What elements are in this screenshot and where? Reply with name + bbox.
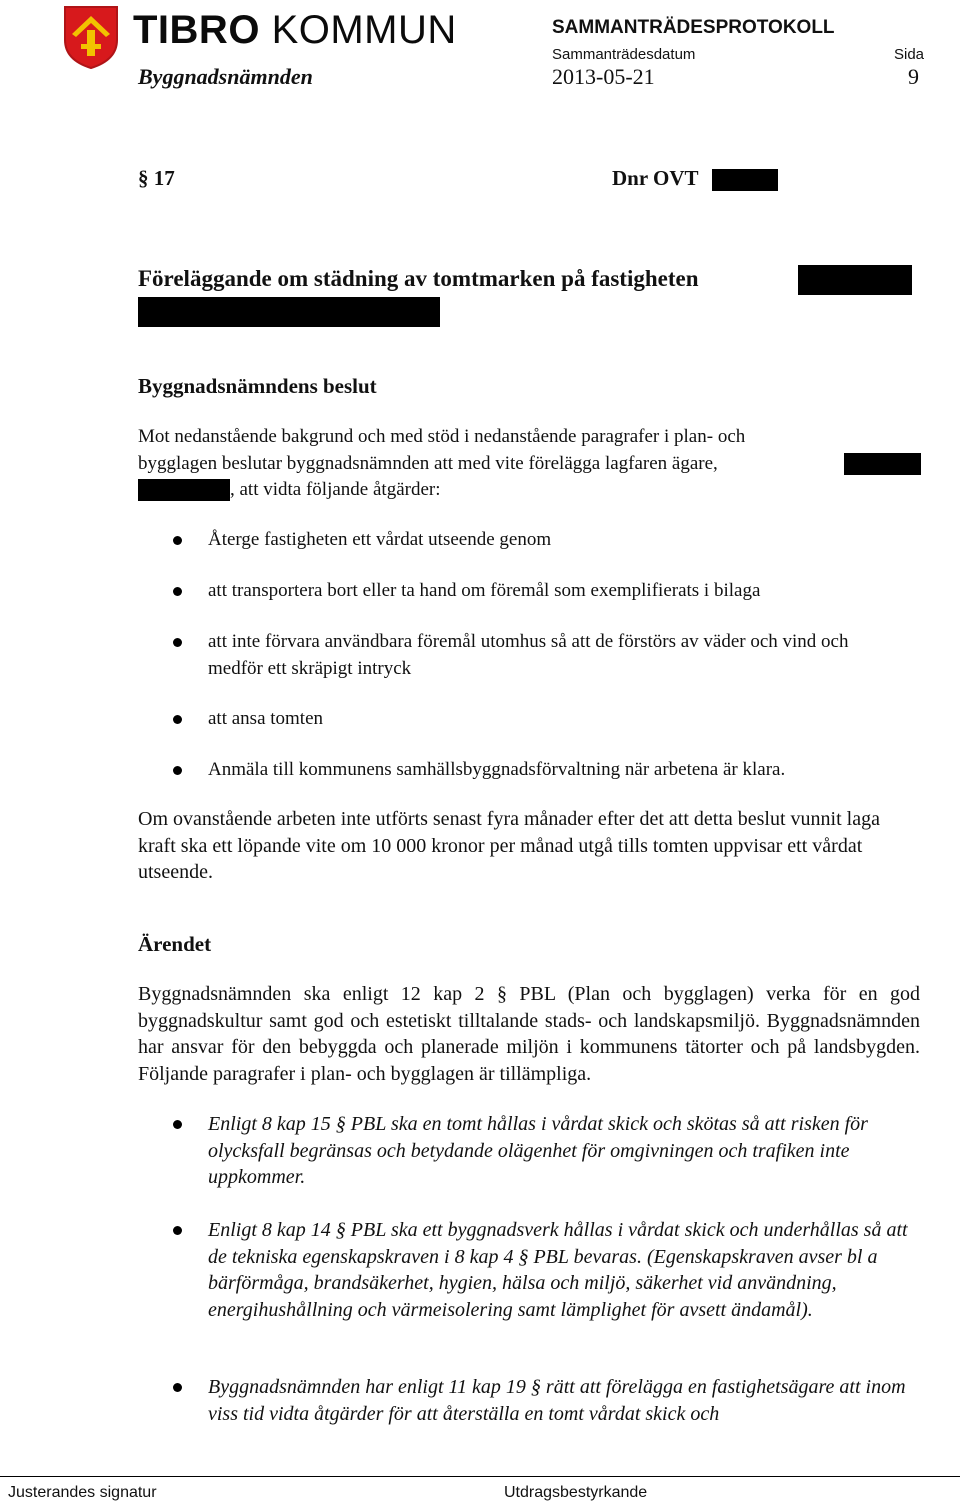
decision-intro-line-1: Mot nedanstående bakgrund och med stöd i nedanstående paragrafer i plan- och [138, 426, 746, 447]
redacted-dnr [712, 169, 778, 191]
decision-bullet: Anmäla till kommunens samhällsbyggnadsförvaltning när arbetena är klara. [208, 759, 786, 780]
redacted-property-name-continued [138, 297, 440, 327]
bullet-icon [173, 1226, 182, 1235]
department-name: Byggnadsnämnden [138, 64, 313, 89]
page-title: Föreläggande om städning av tomtmarken på fastigheten [138, 266, 699, 291]
penalty-paragraph: Om ovanstående arbeten inte utförts senast fyra månader efter det att detta beslut vunnit laga kraft ska ett löpande vite om 10 000 kronor per månad utgå tills tomten uppvisar ett vårdat utseende. [138, 808, 880, 883]
bullet-icon [173, 1120, 182, 1129]
page-number: 9 [908, 64, 919, 89]
decision-intro-line-2: bygglagen beslutar byggnadsnämnden att med vite förelägga lagfaren ägare, [138, 453, 718, 474]
decision-intro-line-3: , att vidta följande åtgärder: [230, 479, 441, 500]
bullet-icon [173, 536, 182, 545]
page-label: Sida [894, 46, 925, 63]
decision-bullet: att ansa tomten [208, 708, 324, 729]
document-type: SAMMANTRÄDESPROTOKOLL [552, 17, 835, 38]
bullet-icon [173, 587, 182, 596]
matter-heading: Ärendet [138, 932, 212, 956]
bullet-icon [173, 715, 182, 724]
decision-heading: Byggnadsnämndens beslut [138, 374, 377, 398]
matter-paragraph: Byggnadsnämnden ska enligt 12 kap 2 § PBL (Plan och bygglagen) verka för en god byggnadskultur samt god och estetiskt tilltalande stads- och landskapsmiljö. Byggnadsnämnden har ansvar för den bebyggda och planerade miljön i kommunens tätorter och på landsbygden. Följande paragrafer i plan- och bygglagen är tillämpliga. [138, 983, 920, 1085]
decision-bullet: att inte förvara användbara föremål utomhus så att de förstörs av väder och vind och medför ett skräpigt intryck [208, 631, 849, 679]
law-bullet: Byggnadsnämnden har enligt 11 kap 19 § rätt att förelägga en fastighetsägare att inom viss tid vidta åtgärder för att återställa en tomt vårdat skick och [208, 1376, 906, 1425]
footer-signature-label: Justerandes signatur [8, 1484, 157, 1501]
footer-extract-certification-label: Utdragsbestyrkande [504, 1484, 648, 1501]
meeting-date-label: Sammanträdesdatum [552, 46, 696, 63]
decision-bullet: att transportera bort eller ta hand om föremål som exemplifierats i bilaga [208, 580, 761, 601]
footer-divider [0, 1476, 960, 1477]
bullet-icon [173, 766, 182, 775]
bullet-icon [173, 638, 182, 647]
municipality-name-logo: TIBRO KOMMUN [133, 8, 457, 52]
paragraph-number: § 17 [138, 166, 175, 190]
redacted-property-name [798, 265, 912, 295]
redacted-owner-name-continued [138, 479, 230, 501]
meeting-date: 2013-05-21 [552, 64, 655, 89]
decision-bullet: Återge fastigheten ett vårdat utseende genom [208, 529, 552, 550]
bullet-icon [173, 1383, 182, 1392]
municipality-coat-of-arms-logo [62, 4, 120, 70]
redacted-owner-name [844, 453, 921, 475]
dnr-label: Dnr OVT [612, 166, 699, 190]
law-bullet: Enligt 8 kap 14 § PBL ska ett byggnadsverk hållas i vårdat skick och underhållas så att de tekniska egenskapskraven i 8 kap 4 § PBL bevaras. (Egenskapskraven avser bl a bärförmåga, brandsäkerhet, hygien, hälsa och miljö, säkerhet vid användning, energihushållning och värmeisolering samt lämplighet för avsett ändamål). [208, 1219, 908, 1321]
law-bullet: Enligt 8 kap 15 § PBL ska en tomt hållas i vårdat skick och skötas så att risken för olycksfall begränsas och betydande olägenhet för omgivningen och trafiken inte uppkommer. [208, 1113, 868, 1188]
